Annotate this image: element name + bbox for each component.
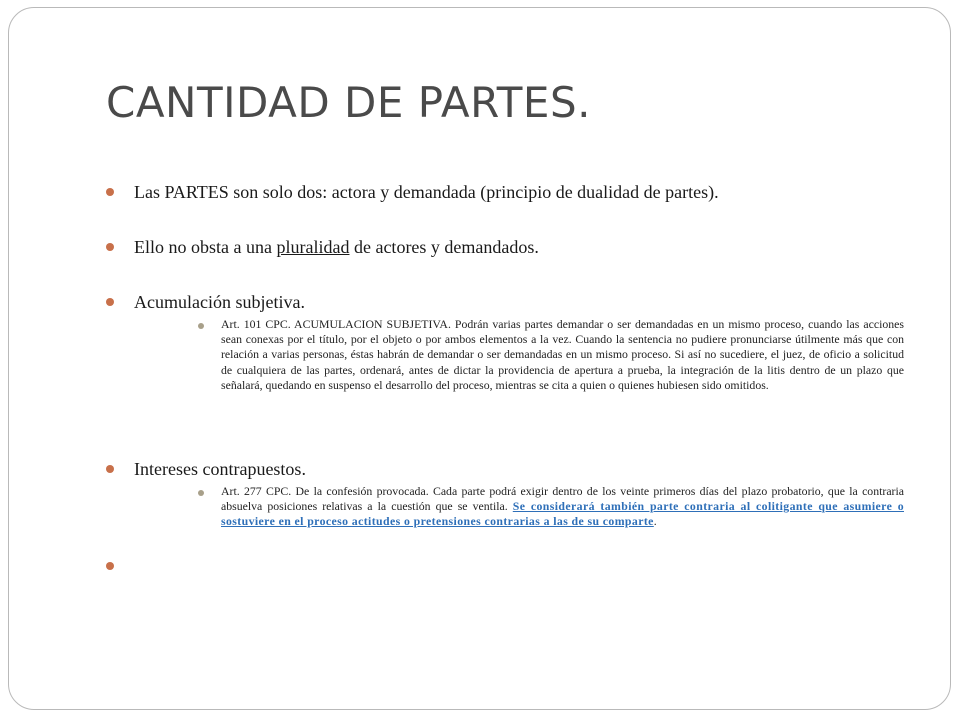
sub-bullet-art-101: Art. 101 CPC. ACUMULACION SUBJETIVA. Podrán varias partes demandar o ser demandadas en un mismo proceso, cuando las acciones sean conexas por el título, por el objeto o por ambos elementos a la vez. Cuando la sentencia no pudiere pronunciarse útilmente más que con relación a varias personas, éstas habrán de demandar o ser demandadas en un mismo proceso. Si así no sucediere, el juez, de oficio a solicitud de cualquiera de las partes, ordenará, antes de dictar la providencia de apertura a prueba, la integración de la litis dentro de un plazo que señalará, quedando en suspenso el desarrollo del proceso, mientras se cita a quien o quienes hubiesen sido omitidos. xyxy=(221,317,904,392)
bullet-dot-icon xyxy=(106,188,114,196)
bullet-text: Las PARTES son solo dos: actora y demandada (principio de dualidad de partes). xyxy=(134,182,719,202)
bullet-dot-icon xyxy=(106,562,114,570)
bullet-text: Acumulación subjetiva. xyxy=(134,292,305,312)
sub-bullet-art-277: Art. 277 CPC. De la confesión provocada. Cada parte podrá exigir dentro de los veinte primeros días del plazo probatorio, que la contraria absuelva posiciones relativas a la cuestión que se ventila. Se considerará también parte contraria al colitigante que asumiere o sostuviere en el proceso actitudes o pretensiones contrarias a las de su comparte. xyxy=(221,484,904,529)
bullet-dot-icon xyxy=(106,243,114,251)
bullet-dot-icon xyxy=(106,465,114,473)
bullet-dot-icon xyxy=(106,298,114,306)
bullet-text: Intereses contrapuestos. xyxy=(134,459,306,479)
underlined-word: pluralidad xyxy=(276,237,350,257)
link-parte-contraria[interactable]: Se considerará también parte contraria al colitigante que asumiere o sostuviere en el proceso actitudes o pretensiones contrarias a las de su comparte xyxy=(221,499,904,529)
sub-bullet-dot-icon xyxy=(198,490,204,496)
sub-bullet-dot-icon xyxy=(198,323,204,329)
slide-title: CANTIDAD DE PARTES. xyxy=(106,78,591,127)
bullet-text: Ello no obsta a una pluralidad de actores y demandados. xyxy=(134,237,539,257)
